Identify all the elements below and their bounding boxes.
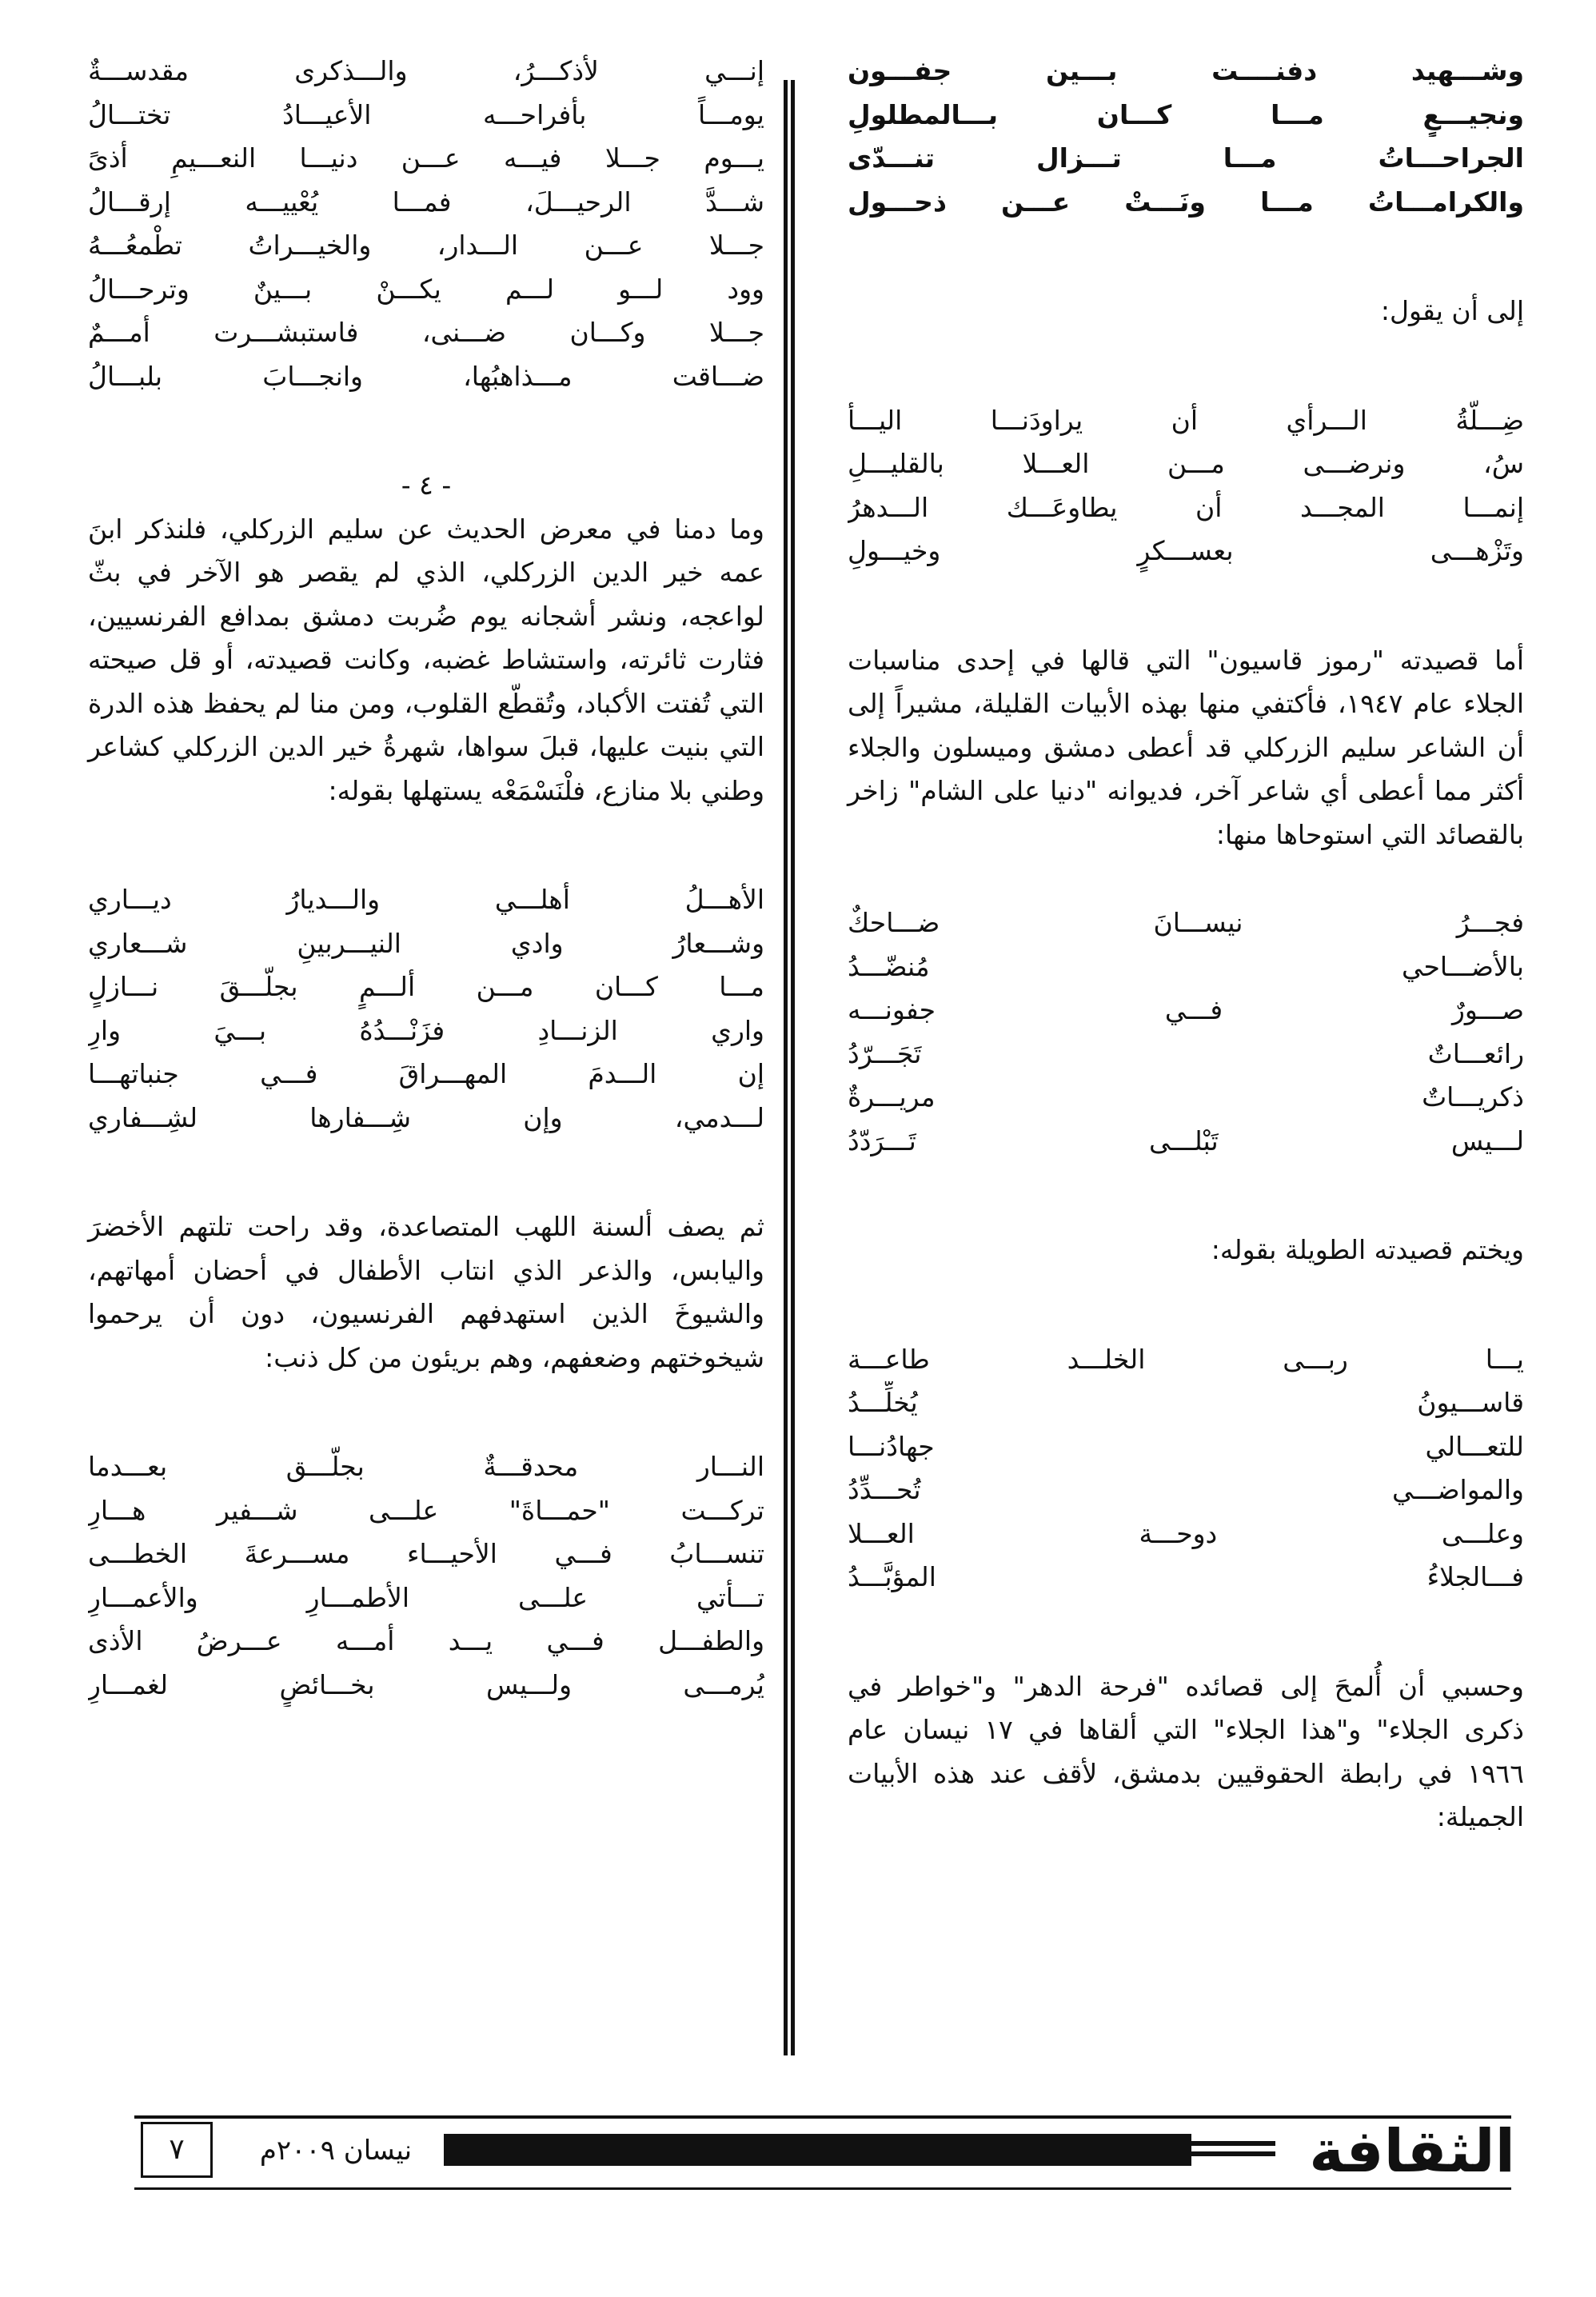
footer-stripe	[1191, 2141, 1275, 2146]
verse-line: لـــيس تَبْلـــى تَـــرَدّدُ	[848, 1125, 1524, 1156]
verse-line: يومـــاً بأفراحـــه الأعيـــادُ تختـــالُ	[88, 98, 764, 130]
verse-line: وشـــهيد دفنــــت بـــين جفـــون	[848, 55, 1524, 86]
verse-line: تنســـابُ فـــي الأحيـــاء مســـرعةَ الخطـــى	[88, 1538, 764, 1569]
verse-line: ضـــاقت مـــذاهبُها، وانجـــابَ بلبـــالُ	[88, 360, 764, 392]
verse-line: صـــورٌ فـــي جفونـــه	[848, 994, 1524, 1025]
verse-line: وود لـــو لـــم يكـــنْ بـــينٌ وترحـــالُ	[88, 273, 764, 305]
verse-line: ونجيـــعٍ مـــا كـــان بـــالمطلولِ	[848, 98, 1524, 130]
poem-right-4	[848, 1338, 1524, 1600]
right-column	[848, 50, 1524, 1840]
verse-line: يـــا ربـــى الخلـــد طاعـــة	[848, 1343, 1524, 1375]
verse-line: الجراحـــاتُ مـــا تـــزال تنـــدّى	[848, 142, 1524, 174]
verse-line: سُ، ونرضـــى مـــن العـــلا بالقليـــلِ	[848, 448, 1524, 479]
poem-right-3	[848, 901, 1524, 1163]
verse-line: إنـــي لأذكـــرُ، والـــذكرى مقدســـةٌ	[88, 55, 764, 86]
verse-line: شـــدَّ الرحيـــلَ، فمـــا يُعْييـــه إرقـــالُ	[88, 186, 764, 218]
verse-line: قاســـيونُ يُخلِّـــدُ	[848, 1387, 1524, 1418]
paragraph-final: وحسبي أن أُلمحَ إلى قصائده "فرحة الدهر" و"خواطر في ذكرى الجلاء" و"هذا الجلاء" التي ألقاها في ١٧ نيسان عام ١٩٦٦ في رابطة الحقوقيين بدمشق، لأقف عند هذه الأبيات الجميلة:	[848, 1670, 1524, 1832]
verse-line: يُرمـــى ولـــيس بخـــائضٍ لغمـــارِ	[88, 1668, 764, 1700]
poem-right-2	[848, 399, 1524, 573]
left-column	[88, 50, 764, 1707]
paragraph-qasioun: أما قصيدته "رموز قاسيون" التي قالها في إحدى مناسبات الجلاء عام ١٩٤٧، فأكتفي منها بهذه الأبيات القليلة، مشيراً إلى أن الشاعر سليم الزركلي قد أعطى دمشق وميسلون والجلاء أكثر مما أعطى أي شاعر آخر، فديوانه "دنيا على الشام" زاخر بالقصائد التي استوحاها منها:	[848, 644, 1524, 850]
column-divider	[784, 80, 795, 2055]
paragraph-flames: ثم يصف ألسنة اللهب المتصاعدة، وقد راحت تلتهم الأخضرَ واليابس، والذعر الذي انتاب الأطفال في أحضان أمهاتهم، والشيوخَ الذين استهدفهم الفرنسيون، دون أن يرحموا شيخوختهم وضعفهم، وهم بريئون من كل ذنب:	[88, 1211, 764, 1373]
page-number: ٧	[141, 2122, 213, 2178]
verse-line: ضِـــلّةُ الـــرأي أن يراودَنـــا اليـــأ	[848, 404, 1524, 436]
verse-line: وعلـــى دوحـــة العـــلا	[848, 1517, 1524, 1549]
footer-stripe	[1191, 2151, 1275, 2156]
poem-left-3	[88, 1445, 764, 1707]
verse-line: إنمـــا المجـــد أن يطاوعَـــك الـــدهرُ	[848, 491, 1524, 523]
verse-line: بالأضـــاحي مُنضّـــدُ	[848, 950, 1524, 982]
verse-line: فجـــرُ نيســـانَ ضـــاحكٌ	[848, 907, 1524, 938]
section-number: - ٤ -	[401, 469, 452, 501]
verse-line: فـــالجلاءُ المؤبَّـــدُ	[848, 1561, 1524, 1592]
verse-line: الأهـــلُ أهلـــي والـــديارُ ديـــاري	[88, 884, 764, 915]
poem-right-1	[848, 50, 1524, 224]
verse-line: مـــا كـــان مـــن ألـــمٍ بجلّـــقَ نـــازلٍ	[88, 971, 764, 1002]
poem-left-1	[88, 50, 764, 398]
verse-line: جـــلا عـــن الـــدار، والخيـــراتُ تطْمعُـــهُ	[88, 230, 764, 261]
verse-line: والكرامـــاتُ مـــا ونَـــتْ عـــن ذحـــول	[848, 186, 1524, 218]
footer-bar	[444, 2134, 1191, 2166]
transition-text: ويختم قصيدته الطويلة بقوله:	[1211, 1234, 1524, 1265]
verse-line: والمواضـــي تُحـــدِّدُ	[848, 1474, 1524, 1505]
verse-line: تركـــت "حمـــاةَ" علـــى شـــفير هـــارِ	[88, 1494, 764, 1526]
verse-line: وشـــعارُ وادي النيـــربينِ شـــعاري	[88, 927, 764, 959]
verse-line: رائعـــاتٌ تَجَـــرّدُ	[848, 1037, 1524, 1069]
verse-line: جـــلا وكـــان ضـــنى، فاستبشـــرت أمـــمٌ	[88, 317, 764, 348]
verse-line: لـــدمي، وإن شِـــفارها لشِـــفاري	[88, 1101, 764, 1133]
verse-line: تـــأتي علـــى الأطمـــارِ والأعمـــارِ	[88, 1581, 764, 1613]
verse-line: وتَزْهـــى بعســـكرٍ وخيـــولِ	[848, 535, 1524, 566]
verse-line: إن الـــدمَ المهـــراقَ فـــي جنباتهـــا	[88, 1058, 764, 1089]
issue-date: نيسان ٢٠٠٩م	[259, 2135, 413, 2167]
verse-line: يـــوم جـــلا فيـــه عـــن دنيـــا النعـــيمِ أذىً	[88, 142, 764, 174]
verse-line: ذكريـــاتٌ مريـــرةٌ	[848, 1081, 1524, 1113]
paragraph-khair-al-din: وما دمنا في معرض الحديث عن سليم الزركلي، فلنذكر ابنَ عمه خير الدين الزركلي، الذي لم يقصر هو الآخر في بثّ لواعجه، ونشر أشجانه يوم ضُربت دمشق بمدافع الفرنسيين، فثارت ثائرته، واستشاط غضبه، وكانت قصيدته، أو قل صيحته التي تُفتت الأكباد، وتُقطّع القلوب، ومن منا لم يحفظ هذه الدرة التي بنيت عليها، قبلَ سواها، شهرةُ خير الدين الزركلي كشاعر وطني بلا منازع، فلْنَسْمَعْه يستهلها بقوله:	[88, 513, 764, 806]
verse-line: للتعـــالي جهادُنـــا	[848, 1430, 1524, 1462]
magazine-logo: الثقافة	[1309, 2117, 1515, 2186]
verse-line: والطفـــل فـــي يـــد أمـــه عـــرضُ الأذى	[88, 1625, 764, 1656]
verse-line: واري الزنـــادِ فزَنْـــدُهُ بـــيَ وارِ	[88, 1014, 764, 1046]
transition-text: إلى أن يقول:	[1380, 295, 1524, 326]
verse-line: النـــار محدقـــةٌ بجلّـــق بعـــدما	[88, 1451, 764, 1482]
poem-left-2	[88, 878, 764, 1140]
footer-rule-bottom	[134, 2187, 1511, 2190]
